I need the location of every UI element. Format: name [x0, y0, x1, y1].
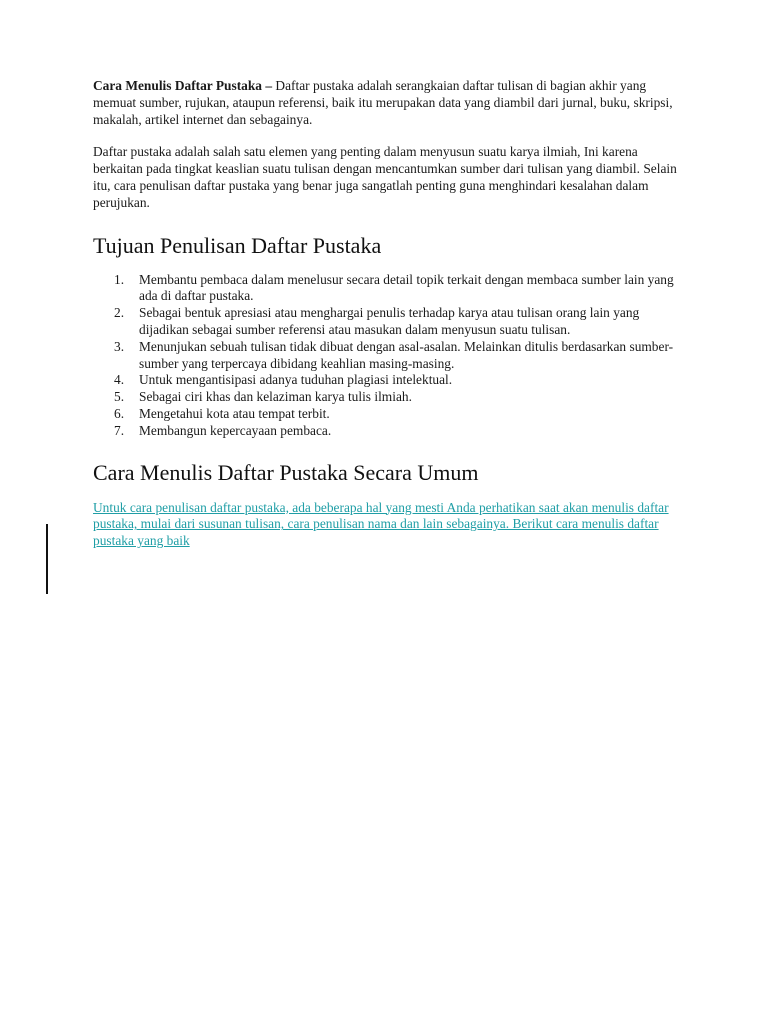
list-item — [93, 372, 683, 389]
list-item-text: Membantu pembaca dalam menelusur secara detail topik terkait dengan membaca sumber lain yang ada di daftar pustaka. — [139, 271, 674, 304]
list-item-text: Membangun kepercayaan pembaca. — [139, 422, 332, 438]
list-item-number: 6. — [114, 405, 125, 421]
list-item-number: 4. — [114, 372, 125, 388]
heading-cara-menulis: Cara Menulis Daftar Pustaka Secara Umum — [93, 459, 479, 485]
list-item — [93, 389, 683, 406]
list-item-text: Menunjukan sebuah tulisan tidak dibuat dengan asal-asalan. Melainkan ditulis berdasarkan sumber-sumber yang terpercaya dibidang keahlian masing-masing. — [139, 338, 674, 371]
paragraph-importance: Daftar pustaka adalah salah satu elemen yang penting dalam menyusun suatu karya ilmiah, Ini karena berkaitan pada tingkat keaslian suatu tulisan dengan mencantumkan sumber dari tulisan yang diambil. Selain itu, cara penulisan daftar pustaka yang benar juga sangatlah penting guna menghindari kesalahan dalam perujukan. — [93, 144, 677, 210]
list-item-number: 5. — [114, 389, 125, 405]
list-item-number: 3. — [114, 338, 125, 354]
heading-tujuan: Tujuan Penulisan Daftar Pustaka — [93, 232, 382, 258]
list-item — [93, 423, 683, 440]
cara-menulis-link[interactable]: Untuk cara penulisan daftar pustaka, ada beberapa hal yang mesti Anda perhatikan saat akan menulis daftar pustaka, mulai dari susunan tulisan, cara penulisan nama dan lain sebagainya. Berikut cara menulis daftar pustaka yang baik — [93, 499, 669, 549]
list-item — [93, 339, 683, 373]
list-item — [93, 305, 683, 339]
list-item-text: Sebagai ciri khas dan kelaziman karya tulis ilmiah. — [139, 389, 412, 405]
document-body — [93, 78, 683, 550]
tujuan-list — [93, 272, 683, 440]
list-item-text: Untuk mengantisipasi adanya tuduhan plagiasi intelektual. — [139, 372, 453, 388]
list-item — [93, 272, 683, 306]
list-item-number: 2. — [114, 305, 125, 321]
list-item-number: 1. — [114, 271, 125, 287]
list-item — [93, 406, 683, 423]
intro-text: Daftar pustaka adalah serangkaian daftar tulisan di bagian akhir yang memuat sumber, rujukan, ataupun referensi, baik itu merupakan data yang diambil dari jurnal, buku, skripsi, makalah, artikel internet dan sebagainya. — [93, 78, 673, 127]
list-item-number: 7. — [114, 422, 125, 438]
list-item-text: Mengetahui kota atau tempat terbit. — [139, 405, 330, 421]
intro-paragraph — [93, 78, 683, 128]
list-item-text: Sebagai bentuk apresiasi atau menghargai penulis terhadap karya atau tulisan orang lain yang dijadikan sebagai sumber referensi atau masukan dalam menyusun suatu tulisan. — [139, 305, 640, 337]
intro-bold-lead: Cara Menulis Daftar Pustaka – — [93, 78, 273, 93]
revision-change-bar — [46, 524, 48, 594]
